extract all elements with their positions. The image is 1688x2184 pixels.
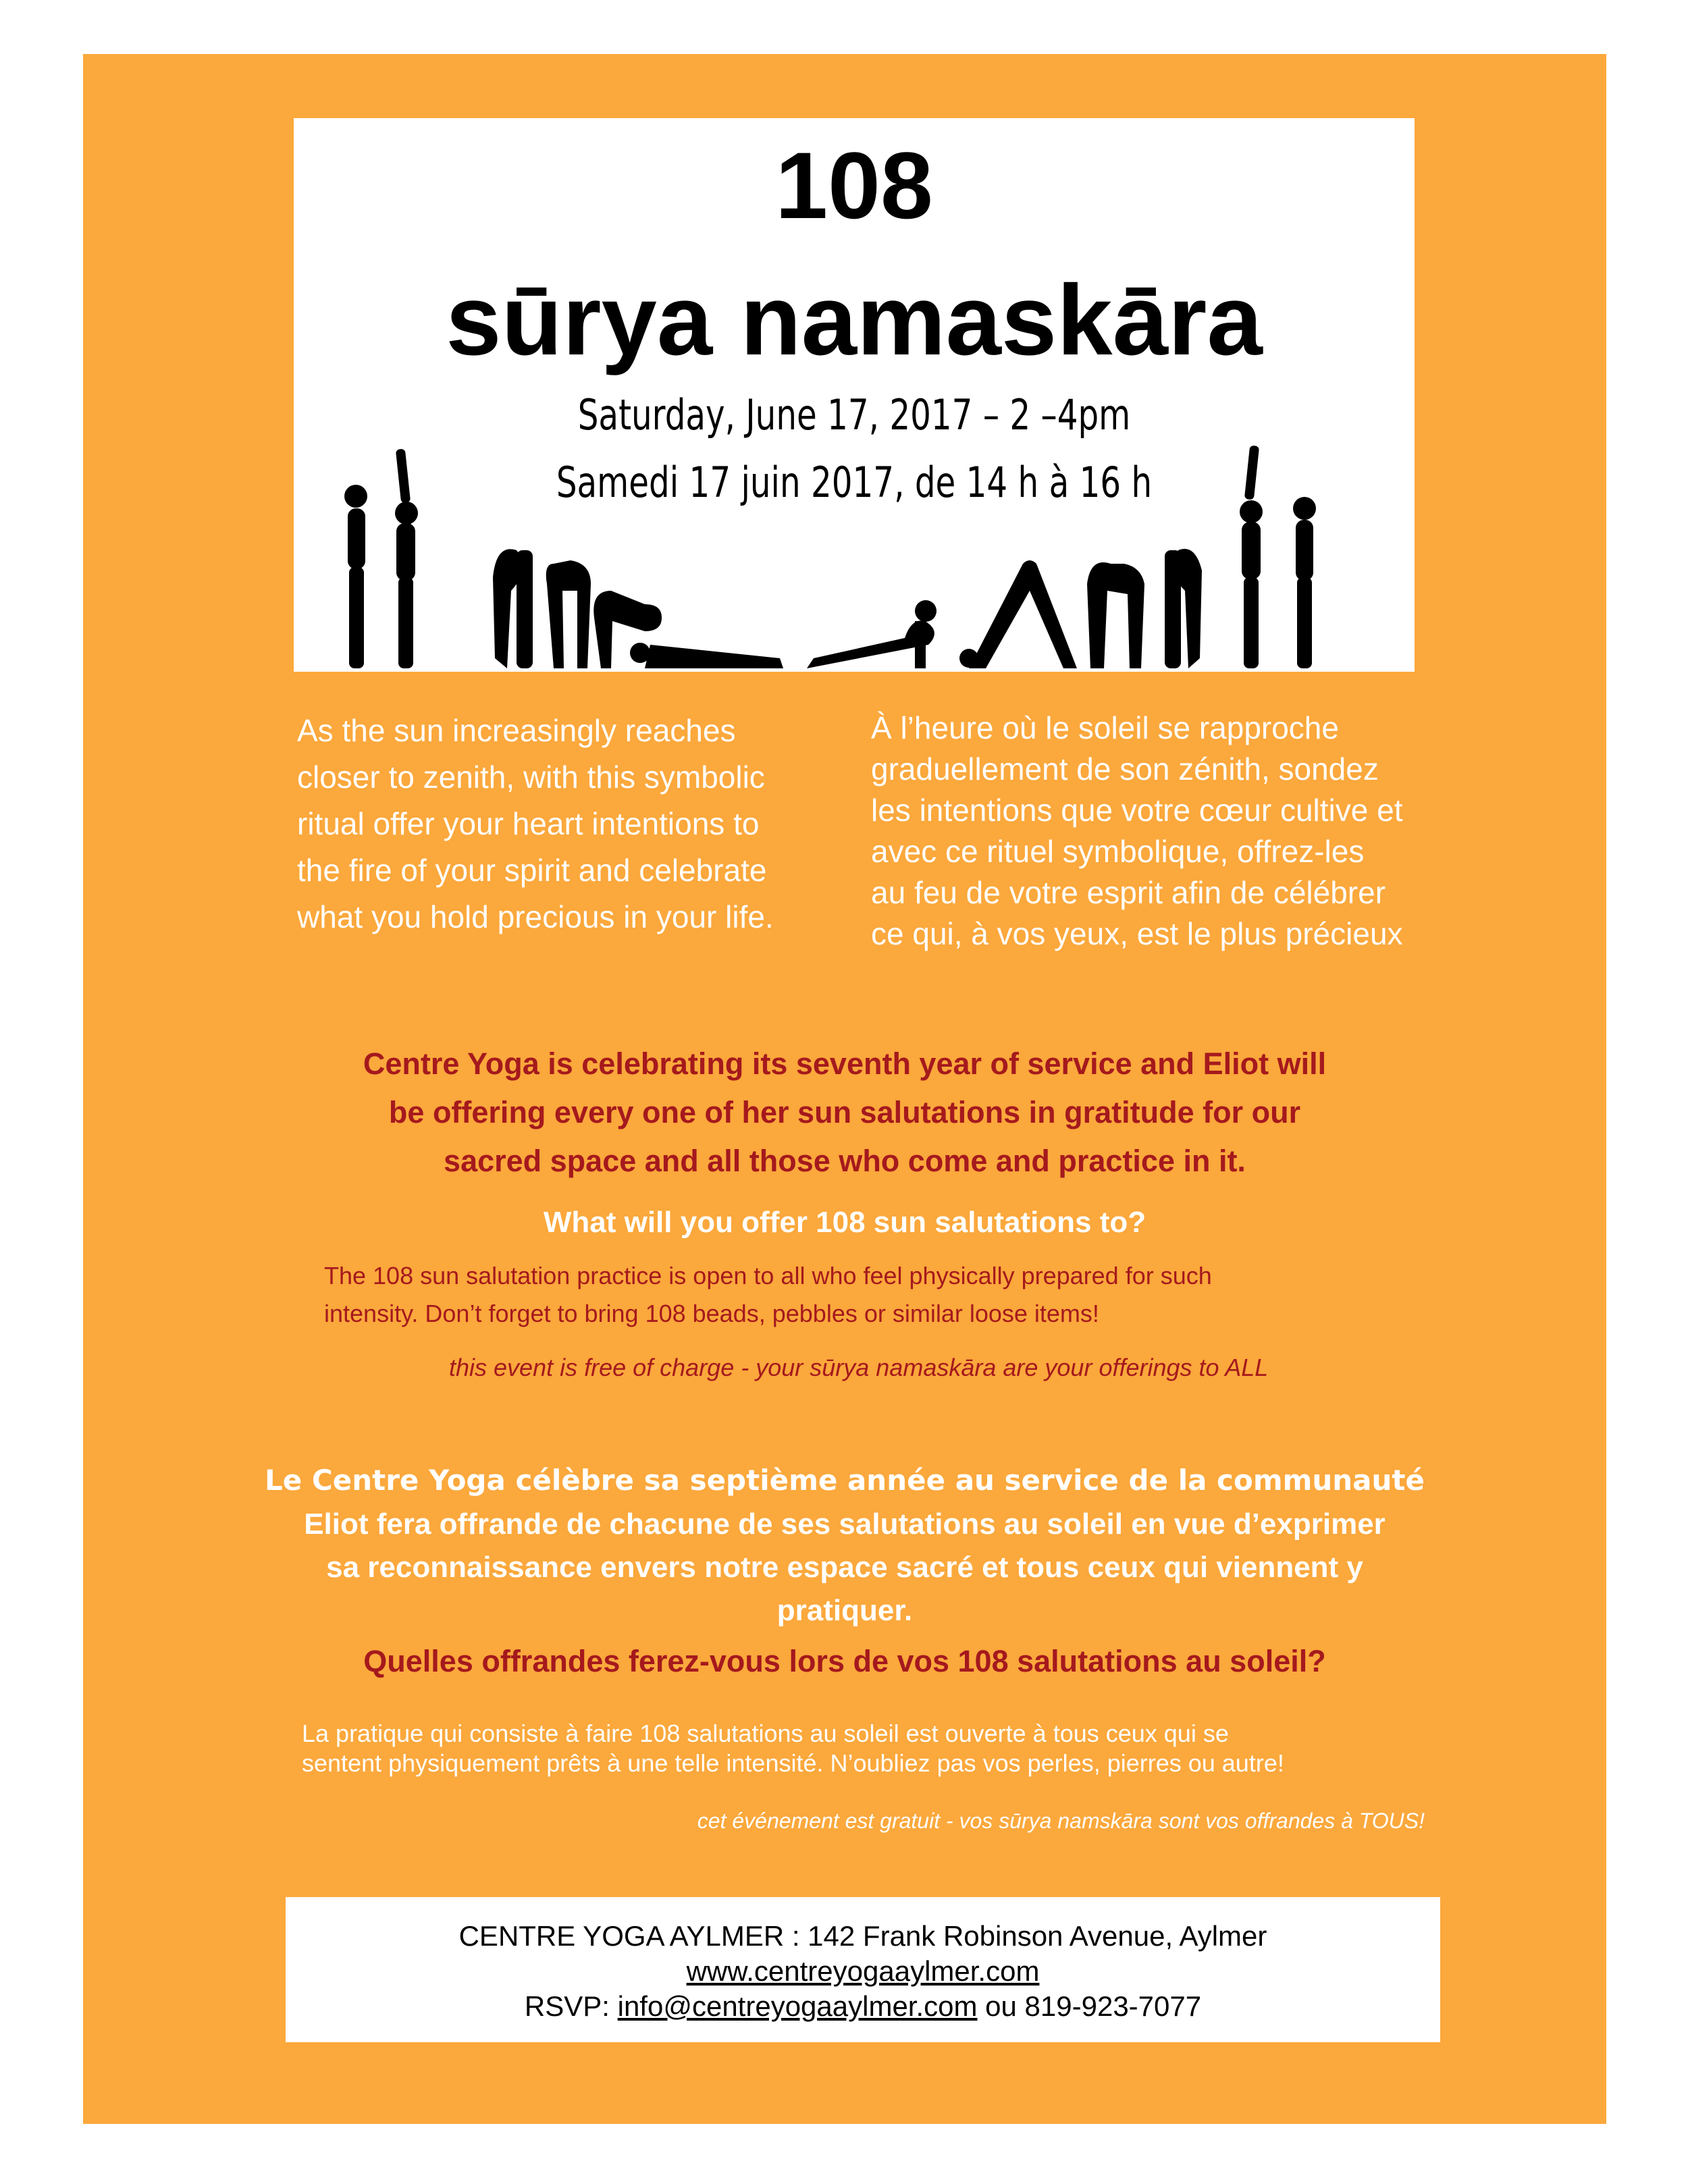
english-celebration-line-3: sacred space and all those who come and practice in it. — [444, 1144, 1246, 1178]
french-question: Quelles offrandes ferez-vous lors de vos 108 salutations au soleil? — [363, 1644, 1326, 1678]
english-practice — [324, 1257, 1539, 1333]
pose-downward-dog — [959, 560, 1077, 668]
pose-lunge-2 — [1087, 562, 1144, 668]
pose-forward-bend-2 — [1165, 549, 1202, 668]
french-free-note: cet événement est gratuit - vos sūrya namskāra sont vos offrandes à TOUS! — [697, 1809, 1425, 1833]
french-celebration-line-1: Eliot fera offrande de chacune de ses salutations au soleil en vue d’exprimer — [304, 1508, 1386, 1541]
pose-standing-2 — [1293, 497, 1316, 668]
intro-english: As the sun increasingly reaches closer to zenith, with this symbolic ritual offer your heart intentions to the fire of your spirit and celebrate what you hold precious in your life. — [297, 713, 774, 934]
date-english: Saturday, June 17, 2017 – 2 –4pm — [577, 390, 1131, 440]
french-celebration-line-2: sa reconnaissance envers notre espace sacré et tous ceux qui viennent y — [326, 1551, 1363, 1584]
phone-number: ou 819-923-7077 — [977, 1990, 1202, 2022]
pose-lunge — [546, 560, 591, 668]
english-question: What will you offer 108 sun salutations to? — [543, 1206, 1146, 1239]
website-link[interactable]: www.centreyogaaylmer.com — [686, 1955, 1040, 1987]
email-link[interactable]: info@centreyogaaylmer.com — [617, 1990, 978, 2022]
pose-upward-dog — [807, 600, 937, 668]
footer-rsvp-line — [286, 1989, 1440, 2024]
footer-address: CENTRE YOGA AYLMER : 142 Frank Robinson Avenue, Aylmer — [458, 1920, 1267, 1952]
intro-french: À l’heure où le soleil se rapproche graduellement de son zénith, sondez les intentions que votre cœur cultive et avec ce rituel symbolique, offrez-les au feu de votre esprit afin de célébrer ce qui, à vos yeux, est le plus précieux — [871, 710, 1403, 951]
pose-raised-arms-2 — [1240, 445, 1263, 668]
english-celebration-line-2: be offering every one of her sun salutations in gratitude for our — [388, 1095, 1301, 1129]
english-celebration-line-1: Centre Yoga is celebrating its seventh year of service and Eliot will — [363, 1046, 1327, 1081]
french-practice-line-1: La pratique qui consiste à faire 108 salutations au soleil est ouverte à tous ceux qui se — [302, 1720, 1229, 1747]
english-practice-line-1: The 108 sun salutation practice is open to all who feel physically prepared for such — [324, 1262, 1212, 1289]
english-practice-line-2: intensity. Don’t forget to bring 108 beads, pebbles or similar loose items! — [324, 1300, 1099, 1327]
pose-forward-bend — [493, 549, 533, 668]
footer-contact-box — [286, 1897, 1440, 2042]
french-celebration — [83, 1503, 1606, 1632]
title-number: 108 — [775, 132, 933, 238]
english-celebration — [83, 1040, 1606, 1186]
french-celebration-title: Le Centre Yoga célèbre sa septième année au service de la communauté — [265, 1464, 1425, 1497]
french-practice — [302, 1719, 1551, 1778]
pose-raised-arms — [395, 448, 418, 668]
footer-website-line — [286, 1954, 1440, 1989]
french-practice-line-2: sentent physiquement prêts à une telle intensité. N’oubliez pas vos perles, pierres ou autre! — [302, 1749, 1284, 1777]
date-french: Samedi 17 juin 2017, de 14 h à 16 h — [556, 458, 1153, 507]
french-celebration-line-3: pratiquer. — [776, 1594, 913, 1627]
rsvp-label: RSVP: — [524, 1990, 618, 2022]
title-name: sūrya namaskāra — [446, 265, 1263, 376]
english-free-note: this event is free of charge - your sūrya namaskāra are your offerings to ALL — [449, 1354, 1269, 1381]
pose-standing-1 — [344, 485, 367, 668]
sun-salutation-illustration — [294, 118, 1415, 672]
pose-chaturanga — [630, 643, 783, 668]
header-box — [294, 118, 1415, 672]
